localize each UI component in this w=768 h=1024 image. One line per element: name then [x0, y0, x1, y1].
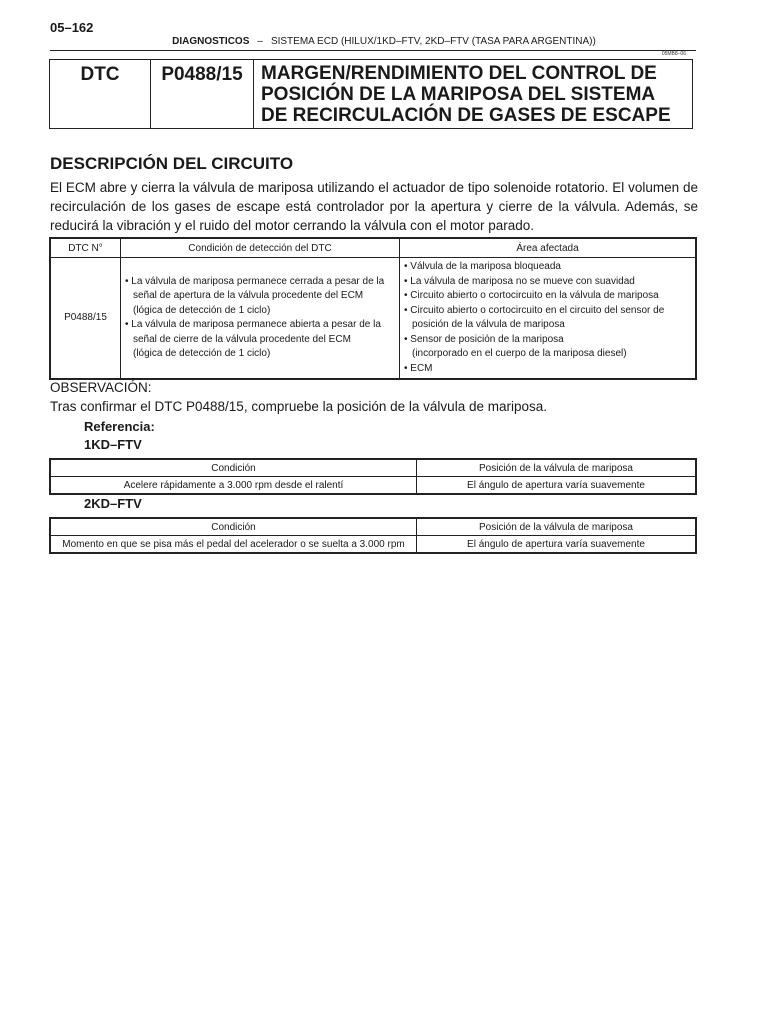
table-header-row: [50, 459, 696, 477]
col-header-position: Posición de la válvula de mariposa: [417, 518, 697, 536]
engine-1kd-label: 1KD–FTV: [84, 437, 142, 452]
table-header-row: [50, 518, 696, 536]
condition-cell: Acelere rápidamente a 3.000 rpm desde el ralentí: [50, 477, 417, 495]
condition-cell: [121, 258, 400, 380]
dtc-table: [49, 237, 697, 380]
circuit-description: El ECM abre y cierra la válvula de mariposa utilizando el actuador de tipo solenoide rotatorio. El volumen de recirculación de los gases de escape está controlador por la apertura y cierre de la válvula. Además, se reducirá la vibración y el ruido del motor cerrando la válvula con el motor parado.: [50, 180, 698, 233]
position-cell: El ángulo de apertura varía suavemente: [417, 536, 697, 554]
dtc-code: P0488/15: [151, 60, 254, 128]
observation-text: Tras confirmar el DTC P0488/15, compruebe la posición de la válvula de mariposa.: [50, 399, 547, 414]
dtc-title-box: [49, 59, 693, 129]
table-row: [50, 536, 696, 554]
bullet-item: • Válvula de la mariposa bloqueada: [404, 261, 561, 272]
dtc-title-line: MARGEN/RENDIMIENTO DEL CONTROL DE: [261, 63, 657, 84]
col-header-condition: Condición: [50, 459, 417, 477]
engine-2kd-label: 2KD–FTV: [84, 496, 142, 511]
position-cell: El ángulo de apertura varía suavemente: [417, 477, 697, 495]
dtc-code-cell: P0488/15: [50, 258, 121, 380]
table-row: [50, 477, 696, 495]
page-number: 05–162: [50, 20, 94, 35]
col-header-position: Posición de la válvula de mariposa: [417, 459, 697, 477]
col-header-condition: Condición: [50, 518, 417, 536]
area-lines: [404, 260, 691, 376]
system-name: SISTEMA ECD (HILUX/1KD–FTV, 2KD–FTV (TASA PARA ARGENTINA)): [270, 36, 596, 47]
header-separator: –: [257, 36, 263, 47]
reference-table-1kd: [49, 458, 697, 495]
area-cell: [400, 258, 697, 380]
bullet-item: • La válvula de mariposa permanece abierta a pesar de la: [125, 319, 381, 330]
continuation-line: señal de cierre de la válvula procedente del ECM: [133, 333, 351, 345]
dtc-label: DTC: [50, 60, 151, 128]
col-header-condition: Condición de detección del DTC: [121, 238, 400, 258]
bullet-item: • Sensor de posición de la mariposa: [404, 333, 564, 345]
circuit-title: DESCRIPCIÓN DEL CIRCUITO: [50, 154, 294, 173]
bullet-item: • ECM: [404, 362, 433, 374]
dtc-title: [254, 60, 692, 128]
bullet-item: • La válvula de mariposa no se mueve con suavidad: [404, 275, 635, 287]
header-rule: [50, 50, 696, 51]
continuation-line: (incorporado en el cuerpo de la mariposa diesel): [412, 348, 627, 359]
section-name: DIAGNOSTICOS: [172, 36, 250, 47]
table-header-row: [50, 238, 696, 258]
col-header-area: Área afectada: [400, 238, 697, 258]
bullet-item: • Circuito abierto o cortocircuito en la válvula de mariposa: [404, 290, 659, 301]
observation-label: OBSERVACIÓN:: [50, 380, 152, 395]
reference-label: Referencia:: [84, 419, 155, 434]
dtc-title-line: POSICIÓN DE LA MARIPOSA DEL SISTEMA: [261, 84, 656, 105]
bullet-item: • La válvula de mariposa permanece cerrada a pesar de la: [125, 275, 385, 287]
dtc-title-line: DE RECIRCULACIÓN DE GASES DE ESCAPE: [261, 105, 671, 126]
condition-cell: Momento en que se pisa más el pedal del acelerador o se suelta a 3.000 rpm: [50, 536, 417, 554]
continuation-line: (lógica de detección de 1 ciclo): [133, 304, 271, 316]
bullet-item: • Circuito abierto o cortocircuito en el circuito del sensor de: [404, 304, 665, 316]
document-code: 05MB8–06: [661, 51, 686, 57]
continuation-line: (lógica de detección de 1 ciclo): [133, 348, 271, 359]
condition-lines: [125, 275, 395, 362]
running-header: [0, 36, 768, 47]
continuation-line: posición de la válvula de mariposa: [412, 319, 565, 330]
reference-table-2kd: [49, 517, 697, 554]
continuation-line: señal de apertura de la válvula procedente del ECM: [133, 290, 364, 301]
col-header-dtc: DTC N°: [50, 238, 121, 258]
table-row: [50, 258, 696, 380]
